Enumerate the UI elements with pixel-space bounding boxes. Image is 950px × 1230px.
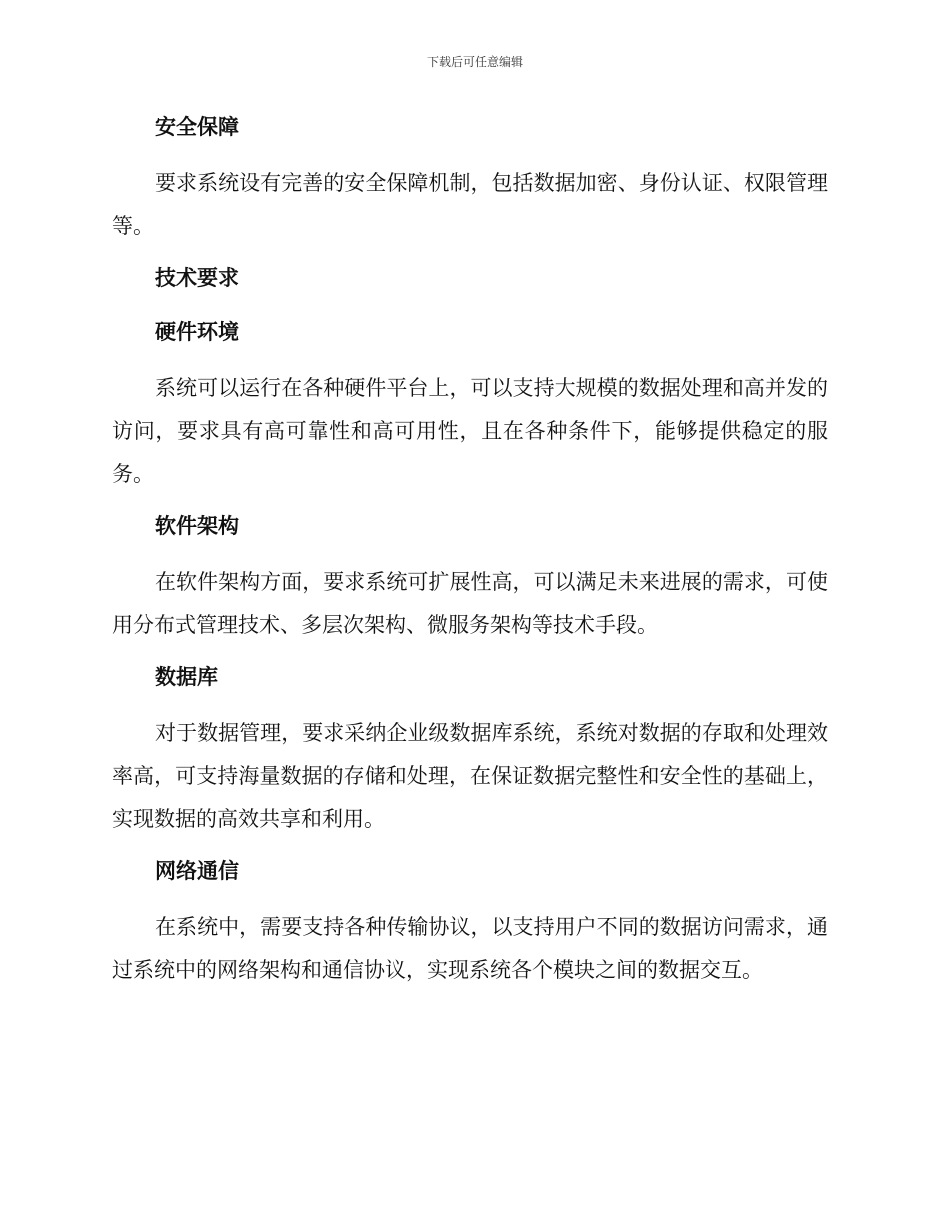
- document-body: [112, 108, 828, 1003]
- section-paragraph-network: 在系统中，需要支持各种传输协议，以支持用户不同的数据访问需求，通过系统中的网络架构和通信协议，实现系统各个模块之间的数据交互。: [112, 915, 828, 982]
- section-paragraph-database: 对于数据管理，要求采纳企业级数据库系统，系统对数据的存取和处理效率高，可支持海量数据的存储和处理，在保证数据完整性和安全性的基础上，实现数据的高效共享和利用。: [112, 721, 828, 831]
- section-heading-software: 软件架构: [155, 514, 239, 538]
- section-heading-network: 网络通信: [155, 859, 239, 883]
- section-heading-hardware: 硬件环境: [155, 320, 239, 344]
- section-heading-security: 安全保障: [155, 115, 239, 139]
- section-paragraph-software: 在软件架构方面，要求系统可扩展性高，可以满足未来进展的需求，可使用分布式管理技术、多层次架构、微服务架构等技术手段。: [112, 570, 828, 637]
- section-heading-database: 数据库: [155, 665, 218, 689]
- section-paragraph-security: 要求系统设有完善的安全保障机制，包括数据加密、身份认证、权限管理等。: [112, 171, 828, 238]
- section-heading-technical-requirements: 技术要求: [155, 266, 239, 290]
- section-paragraph-hardware: 系统可以运行在各种硬件平台上，可以支持大规模的数据处理和高并发的访问，要求具有高可靠性和高可用性，且在各种条件下，能够提供稳定的服务。: [112, 376, 828, 486]
- page-header: 下载后可任意编辑: [426, 55, 523, 69]
